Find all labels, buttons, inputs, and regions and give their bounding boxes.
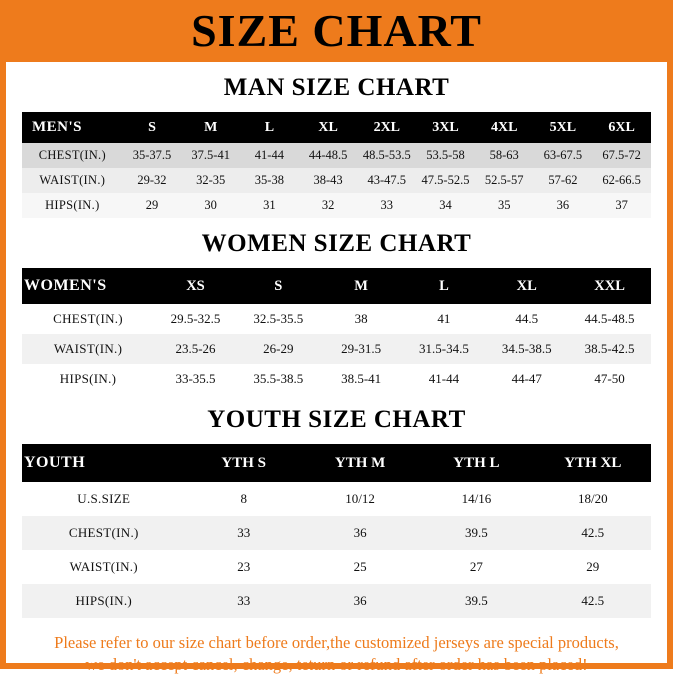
- men-chest-m: 37.5-41: [191, 148, 230, 162]
- youth-waist-s: 23: [237, 559, 251, 574]
- women-waist-xl: 34.5-38.5: [501, 341, 552, 356]
- youth-chest-l: 39.5: [465, 525, 488, 540]
- youth-waist-xl: 29: [586, 559, 600, 574]
- table-row: [22, 516, 651, 550]
- men-chest-s: 35-37.5: [132, 148, 172, 162]
- women-waist-l: 31.5-34.5: [419, 341, 469, 356]
- section-women: [6, 230, 667, 394]
- men-hips-l: 31: [263, 198, 276, 212]
- section-men: [6, 74, 667, 218]
- youth-ussize-l: 14/16: [461, 491, 492, 506]
- footer-note-line1: Please refer to our size chart before order,the customized jerseys are special products,: [54, 633, 619, 652]
- men-chest-xl: 44-48.5: [308, 148, 348, 162]
- men-waist-5xl: 57-62: [548, 173, 578, 187]
- men-waist-xl: 38-43: [313, 173, 343, 187]
- women-hips-xs: 33-35.5: [175, 371, 216, 386]
- men-waist-2xl: 43-47.5: [367, 173, 407, 187]
- men-row-label-hips: HIPS(IN.): [45, 198, 100, 212]
- youth-row-label-chest: CHEST(IN.): [68, 525, 139, 540]
- page-title: SIZE CHART: [191, 5, 482, 56]
- table-row: [22, 168, 651, 193]
- men-waist-s: 29-32: [137, 173, 167, 187]
- men-col-3xl: 3XL: [416, 112, 475, 143]
- women-hips-xl: 44-47: [511, 371, 542, 386]
- men-hips-m: 30: [204, 198, 217, 212]
- men-hips-3xl: 34: [439, 198, 452, 212]
- women-col-xs: XS: [154, 268, 237, 304]
- men-col-m: M: [181, 112, 240, 143]
- table-row: [22, 584, 651, 618]
- women-col-m: M: [320, 268, 403, 304]
- table-row: [22, 334, 651, 364]
- women-chest-l: 41: [437, 311, 451, 326]
- men-hips-5xl: 36: [556, 198, 570, 212]
- section-title-youth: YOUTH SIZE CHART: [207, 406, 466, 433]
- women-header-label: WOMEN'S: [22, 268, 154, 304]
- women-waist-m: 29-31.5: [341, 341, 382, 356]
- men-col-4xl: 4XL: [475, 112, 534, 143]
- table-row: [22, 193, 651, 218]
- men-col-xl: XL: [299, 112, 358, 143]
- youth-row-label-hips: HIPS(IN.): [75, 593, 133, 608]
- men-waist-l: 35-38: [254, 173, 284, 187]
- men-chest-6xl: 67.5-72: [602, 148, 641, 162]
- men-row-label-chest: CHEST(IN.): [38, 148, 106, 162]
- women-waist-s: 26-29: [263, 341, 294, 356]
- men-waist-6xl: 62-66.5: [602, 173, 641, 187]
- table-row: [22, 143, 651, 168]
- men-chest-3xl: 53.5-58: [426, 148, 465, 162]
- women-row-label-chest: CHEST(IN.): [53, 311, 123, 326]
- youth-col-l: YTH L: [418, 444, 534, 482]
- youth-waist-l: 27: [469, 559, 483, 574]
- youth-ussize-xl: 18/20: [577, 491, 608, 506]
- section-youth: [6, 406, 667, 618]
- women-chest-m: 38: [354, 311, 368, 326]
- men-col-6xl: 6XL: [592, 112, 651, 143]
- women-hips-xxl: 47-50: [594, 371, 625, 386]
- table-header-row: [22, 444, 651, 482]
- youth-chest-m: 36: [353, 525, 367, 540]
- women-hips-s: 35.5-38.5: [253, 371, 304, 386]
- men-chest-5xl: 63-67.5: [543, 148, 583, 162]
- men-hips-4xl: 35: [497, 198, 511, 212]
- women-col-l: L: [403, 268, 486, 304]
- men-hips-xl: 32: [321, 198, 335, 212]
- men-header-label: MEN'S: [22, 112, 123, 143]
- women-row-label-waist: WAIST(IN.): [53, 341, 123, 356]
- table-row: [22, 304, 651, 334]
- youth-hips-l: 39.5: [465, 593, 488, 608]
- men-col-5xl: 5XL: [534, 112, 593, 143]
- women-chest-s: 32.5-35.5: [253, 311, 304, 326]
- youth-ussize-m: 10/12: [345, 491, 375, 506]
- men-waist-4xl: 52.5-57: [484, 173, 524, 187]
- table-header-row: [22, 112, 651, 143]
- men-hips-2xl: 33: [380, 198, 394, 212]
- youth-hips-s: 33: [237, 593, 251, 608]
- youth-hips-xl: 42.5: [581, 593, 605, 608]
- men-size-table: [22, 112, 651, 218]
- women-waist-xxl: 38.5-42.5: [584, 341, 635, 356]
- men-chest-l: 41-44: [254, 148, 284, 162]
- women-chest-xxl: 44.5-48.5: [584, 311, 635, 326]
- men-waist-m: 32-35: [196, 173, 226, 187]
- women-size-table: [22, 268, 651, 394]
- youth-col-m: YTH M: [302, 444, 418, 482]
- women-chest-xs: 29.5-32.5: [170, 311, 221, 326]
- women-col-s: S: [237, 268, 320, 304]
- women-col-xxl: XXL: [568, 268, 651, 304]
- women-chest-xl: 44.5: [515, 311, 539, 326]
- men-hips-s: 29: [145, 198, 159, 212]
- page-banner: [0, 0, 673, 62]
- men-waist-3xl: 47.5-52.5: [421, 173, 470, 187]
- men-hips-6xl: 37: [615, 198, 628, 212]
- women-hips-m: 38.5-41: [341, 371, 382, 386]
- section-title-women: WOMEN SIZE CHART: [201, 230, 472, 257]
- men-col-2xl: 2XL: [357, 112, 416, 143]
- bottom-accent-bar: [0, 663, 673, 669]
- women-hips-l: 41-44: [428, 371, 460, 386]
- youth-chest-s: 33: [237, 525, 251, 540]
- youth-row-label-waist: WAIST(IN.): [69, 559, 138, 574]
- men-row-label-waist: WAIST(IN.): [39, 173, 106, 187]
- footer-note: [6, 632, 667, 677]
- women-row-label-hips: HIPS(IN.): [59, 371, 117, 386]
- table-row: [22, 482, 651, 516]
- table-row: [22, 550, 651, 584]
- youth-hips-m: 36: [353, 593, 367, 608]
- table-header-row: [22, 268, 651, 304]
- section-title-men: MAN SIZE CHART: [223, 74, 450, 101]
- youth-size-table: [22, 444, 651, 618]
- women-col-xl: XL: [485, 268, 568, 304]
- youth-header-label: YOUTH: [22, 444, 186, 482]
- men-col-l: L: [240, 112, 299, 143]
- youth-ussize-s: 8: [240, 491, 247, 506]
- youth-row-label-ussize: U.S.SIZE: [77, 491, 131, 506]
- youth-chest-xl: 42.5: [581, 525, 605, 540]
- youth-waist-m: 25: [353, 559, 367, 574]
- table-row: [22, 364, 651, 394]
- men-chest-2xl: 48.5-53.5: [362, 148, 411, 162]
- youth-col-s: YTH S: [186, 444, 302, 482]
- men-col-s: S: [123, 112, 182, 143]
- youth-col-xl: YTH XL: [535, 444, 651, 482]
- men-chest-4xl: 58-63: [489, 148, 519, 162]
- women-waist-xs: 23.5-26: [175, 341, 216, 356]
